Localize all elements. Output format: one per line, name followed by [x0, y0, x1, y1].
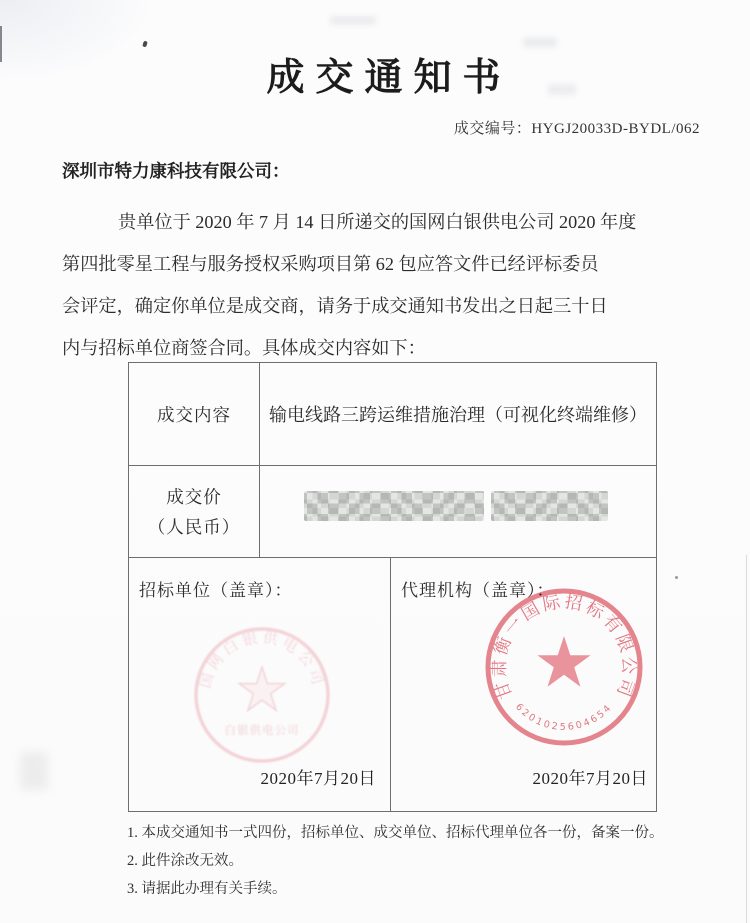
- speck-artifact: [675, 576, 678, 579]
- note-item: 3. 请据此办理有关手续。: [127, 881, 287, 897]
- price-label-cell: [129, 466, 259, 557]
- doc-number-label: 成交编号：: [453, 121, 532, 137]
- price-label-line2: （人民币）: [147, 516, 241, 537]
- redacted-price-mosaic: [304, 491, 484, 521]
- scan-edge-left: [0, 26, 2, 62]
- svg-text:白银供电公司: 白银供电公司: [224, 725, 300, 737]
- agency-sign-cell: [391, 558, 656, 811]
- note-item: 2. 此件涂改无效。: [127, 853, 243, 869]
- scan-smudge: [20, 752, 48, 790]
- redacted-price-mosaic: [491, 491, 608, 521]
- content-label: 成交内容: [157, 404, 231, 425]
- bidder-date: 2020年7月20日: [260, 769, 376, 788]
- svg-text:6201025604654: 6201025604654: [513, 701, 615, 733]
- agency-label: 代理机构（盖章）：: [401, 581, 555, 600]
- doc-number-line: [454, 117, 700, 138]
- doc-number-value: HYGJ20033D-BYDL/062: [531, 121, 700, 137]
- agency-company-stamp: [479, 582, 649, 752]
- price-label: [148, 482, 241, 542]
- body-paragraph: [62, 201, 697, 369]
- body-line: 第四批零星工程与服务授权采购项目第 62 包应答文件已经评标委员: [62, 254, 599, 274]
- agency-date: 2020年7月20日: [532, 769, 648, 788]
- scan-smudge: [330, 16, 376, 25]
- addressee: 深圳市特力康科技有限公司：: [62, 161, 290, 181]
- svg-text:甘肃衡一国际招标有限公司: 甘肃衡一国际招标有限公司: [488, 591, 640, 702]
- price-label-line1: 成交价: [166, 486, 222, 507]
- price-value-cell: [260, 466, 656, 557]
- body-line: 内与招标单位商签合同。具体成交内容如下：: [62, 338, 426, 358]
- scan-edge-right: [746, 555, 747, 923]
- body-line: 会评定，确定你单位是成交商，请务于成交通知书发出之日起三十日: [62, 296, 608, 316]
- content-label-cell: [129, 363, 259, 465]
- footer-notes: [127, 821, 664, 905]
- content-value-cell: [260, 363, 656, 465]
- star-icon: [239, 667, 285, 710]
- bidder-label: 招标单位（盖章）：: [139, 581, 293, 600]
- bidder-sign-cell: [129, 558, 390, 811]
- content-value: 输电线路三跨运维措施治理（可视化终端维修）: [269, 405, 647, 425]
- star-icon: [537, 636, 590, 687]
- award-table: [128, 362, 657, 812]
- document-title: 成交通知书: [266, 57, 512, 99]
- note-item: 1. 本成交通知书一式四份，招标单位、成交单位、招标代理单位各一份，备案一份。: [127, 825, 664, 841]
- bidder-company-stamp: [187, 620, 337, 770]
- svg-text:国网白银供电公司: 国网白银供电公司: [197, 630, 327, 691]
- body-line: 贵单位于 2020 年 7 月 14 日所递交的国网白银供电公司 2020 年度: [118, 212, 637, 232]
